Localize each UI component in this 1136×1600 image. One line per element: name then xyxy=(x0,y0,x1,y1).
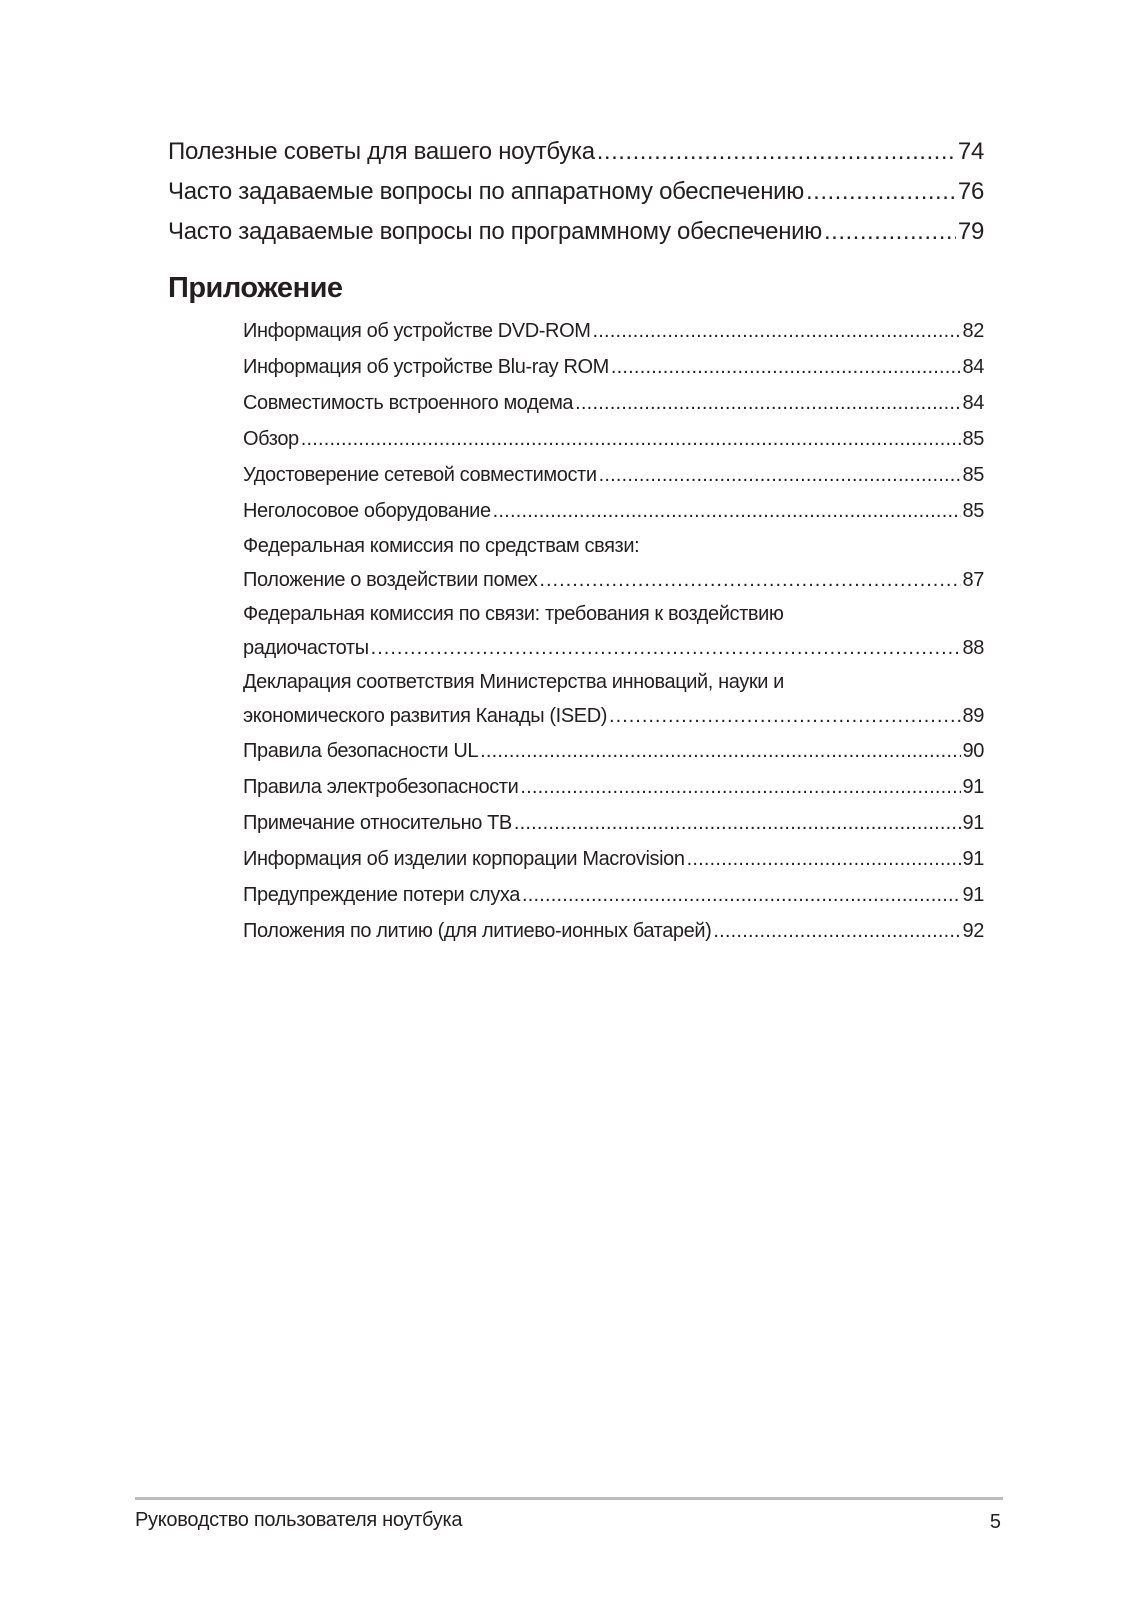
toc-entry-page: 91 xyxy=(962,812,984,834)
toc-entry-title: Информация об изделии корпорации Macrovision xyxy=(243,848,685,870)
toc-entry-title: Обзор xyxy=(243,428,299,450)
footer-title: Руководство пользователя ноутбука xyxy=(135,1509,463,1531)
toc-entry-title: Удостоверение сетевой совместимости xyxy=(243,464,597,486)
toc-entry[interactable] xyxy=(243,877,984,913)
dot-leader xyxy=(611,349,961,385)
toc-entry-title: Часто задаваемые вопросы по программному обеспечению xyxy=(168,218,822,245)
toc-entry-title: Совместимость встроенного модема xyxy=(243,392,574,414)
dot-leader xyxy=(609,699,961,733)
toc-entry-title: Предупреждение потери слуха xyxy=(243,884,520,906)
toc-entry-title-line1: Федеральная комиссия по средствам связи: xyxy=(243,535,640,557)
dot-leader xyxy=(599,457,961,493)
toc-entry-title: Положение о воздействии помех xyxy=(243,569,538,591)
dot-leader xyxy=(539,563,960,597)
footer-divider xyxy=(135,1497,1003,1500)
dot-leader xyxy=(371,631,961,665)
toc-entry[interactable] xyxy=(243,349,984,385)
dot-leader xyxy=(806,172,956,212)
toc-entry-title: экономического развития Канады (ISED) xyxy=(243,705,608,727)
toc-entry[interactable] xyxy=(168,132,984,172)
toc-sub-entries xyxy=(243,313,984,949)
toc-entry-page: 91 xyxy=(962,848,984,870)
toc-entry[interactable] xyxy=(243,769,984,805)
toc-entry[interactable] xyxy=(243,313,984,349)
toc-entry-page: 74 xyxy=(957,138,984,165)
toc-entry[interactable] xyxy=(243,457,984,493)
footer-page-number: 5 xyxy=(989,1511,1001,1533)
dot-leader xyxy=(713,913,960,949)
toc-entry-title: Положения по литию (для литиево-ионных батарей) xyxy=(243,920,712,942)
toc-entry-title: Полезные советы для вашего ноутбука xyxy=(168,138,595,165)
section-heading: Приложение xyxy=(168,272,343,304)
dot-leader xyxy=(575,385,960,421)
toc-entry-page: 85 xyxy=(962,464,984,486)
dot-leader xyxy=(514,805,961,841)
toc-entry-two-line[interactable] xyxy=(243,665,984,733)
toc-entry[interactable] xyxy=(243,385,984,421)
toc-entry-page: 91 xyxy=(962,884,984,906)
toc-entry-page: 85 xyxy=(962,428,984,450)
toc-entry[interactable] xyxy=(243,493,984,529)
toc-entry-two-line[interactable] xyxy=(243,597,984,665)
toc-entry-page: 84 xyxy=(962,392,984,414)
toc-entry-page: 85 xyxy=(962,500,984,522)
toc-entry[interactable] xyxy=(243,733,984,769)
toc-entry-page: 89 xyxy=(962,705,984,727)
toc-entry[interactable] xyxy=(243,913,984,949)
toc-entry-title-line1: Федеральная комиссия по связи: требования к воздействию xyxy=(243,603,784,625)
toc-entry-title: Часто задаваемые вопросы по аппаратному обеспечению xyxy=(168,178,804,205)
toc-top-entries xyxy=(168,132,984,252)
toc-entry-page: 91 xyxy=(962,776,984,798)
toc-entry-page: 79 xyxy=(957,218,984,245)
toc-entry-title-line1: Декларация соответствия Министерства инноваций, науки и xyxy=(243,671,784,693)
dot-leader xyxy=(824,212,956,252)
toc-entry-title: Информация об устройстве Blu-ray ROM xyxy=(243,356,609,378)
dot-leader xyxy=(520,769,960,805)
dot-leader xyxy=(301,421,961,457)
toc-entry-title: Правила безопасности UL xyxy=(243,740,479,762)
dot-leader xyxy=(480,733,960,769)
toc-entry-title: Информация об устройстве DVD-ROM xyxy=(243,320,591,342)
toc-entry-page: 82 xyxy=(962,320,984,342)
toc-entry-page: 84 xyxy=(962,356,984,378)
toc-entry[interactable] xyxy=(243,421,984,457)
toc-entry-title: радиочастоты xyxy=(243,637,369,659)
toc-entry-page: 88 xyxy=(962,637,984,659)
dot-leader xyxy=(493,493,961,529)
toc-entry-page: 87 xyxy=(962,569,984,591)
toc-entry-two-line[interactable] xyxy=(243,529,984,597)
toc-entry[interactable] xyxy=(168,212,984,252)
dot-leader xyxy=(592,313,960,349)
toc-entry-page: 76 xyxy=(957,178,984,205)
toc-entry[interactable] xyxy=(243,841,984,877)
toc-entry[interactable] xyxy=(243,805,984,841)
dot-leader xyxy=(597,132,956,172)
dot-leader xyxy=(522,877,961,913)
toc-entry-page: 90 xyxy=(962,740,984,762)
dot-leader xyxy=(687,841,961,877)
toc-entry-page: 92 xyxy=(962,920,984,942)
toc-entry-title: Правила электробезопасности xyxy=(243,776,519,798)
toc-entry-title: Неголосовое оборудование xyxy=(243,500,491,522)
toc-entry-title: Примечание относительно ТВ xyxy=(243,812,512,834)
toc-entry[interactable] xyxy=(168,172,984,212)
